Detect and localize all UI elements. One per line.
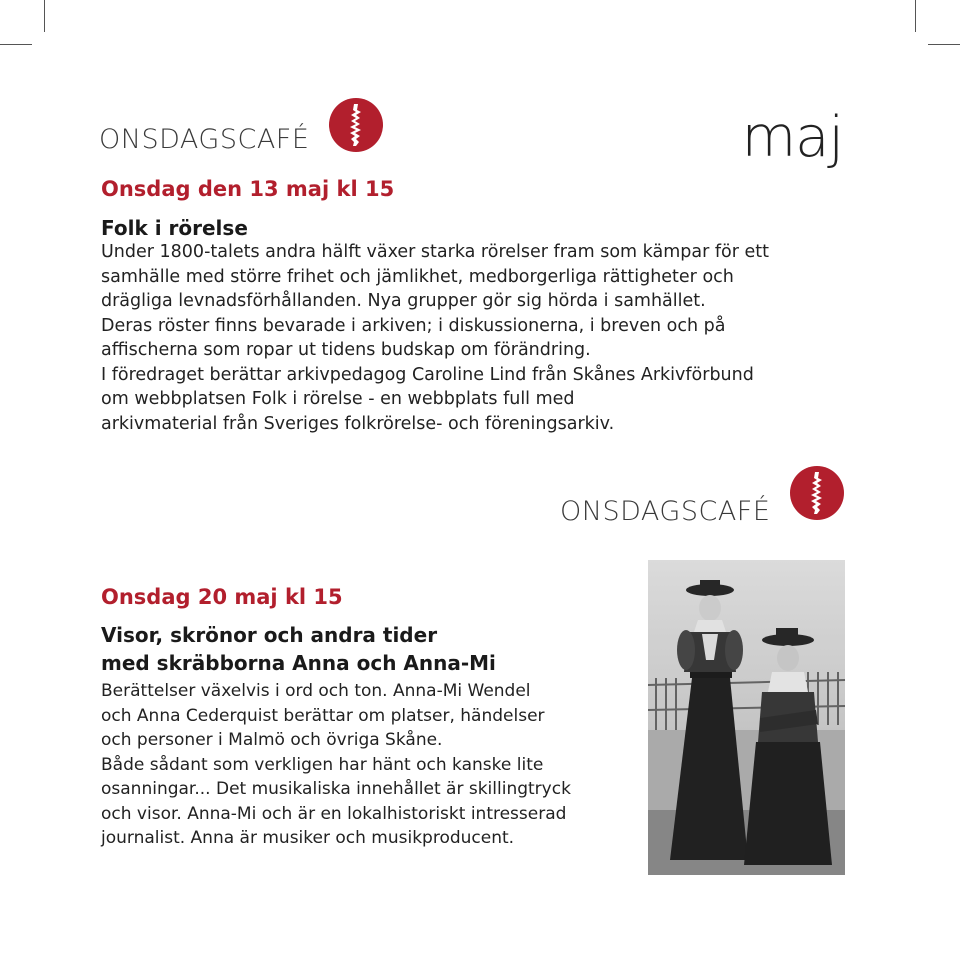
- event1-description: [101, 240, 769, 436]
- text-line: Berättelser växelvis i ord och ton. Anna-Mi Wendel: [101, 681, 531, 701]
- crop-mark: [44, 0, 45, 32]
- text-line: och Anna Cederquist berättar om platser, händelser: [101, 705, 545, 726]
- crop-mark: [928, 44, 960, 45]
- crop-mark: [0, 44, 32, 45]
- event2-title-line2: med skräbborna Anna och Anna-Mi: [101, 651, 496, 675]
- text-line: samhälle med större frihet och jämlikhet, medborgerliga rättigheter och: [101, 266, 734, 287]
- event2-title-line1: Visor, skrönor och andra tider: [101, 623, 438, 647]
- event2-description: [101, 679, 571, 851]
- historical-photo: [648, 560, 845, 875]
- brand-header: [99, 126, 309, 153]
- text-line: Under 1800-talets andra hälft växer starka rörelser fram som kämpar för ett: [101, 242, 769, 262]
- event1-title: Folk i rörelse: [101, 216, 248, 240]
- text-line: arkivmaterial från Sveriges folkrörelse- och föreningsarkiv.: [101, 413, 615, 434]
- month-heading: maj: [741, 105, 843, 170]
- text-line: och visor. Anna-Mi och är en lokalhistoriskt intresserad: [101, 803, 567, 824]
- text-line: journalist. Anna är musiker och musikproducent.: [101, 828, 515, 848]
- text-line: Både sådant som verkligen har hänt och kanske lite: [101, 754, 544, 775]
- text-line: osanningar... Det musikaliska innehållet är skillingtryck: [101, 779, 571, 799]
- brand-name: ONSDAGSCAFÉ: [99, 124, 310, 155]
- onsdagscafe-logo-icon: [329, 98, 383, 152]
- text-line: om webbplatsen Folk i rörelse - en webbplats full med: [101, 389, 575, 409]
- crop-mark: [915, 0, 916, 32]
- text-line: drägliga levnadsförhållanden. Nya grupper gör sig hörda i samhället.: [101, 291, 706, 311]
- text-line: affischerna som ropar ut tidens budskap om förändring.: [101, 340, 591, 360]
- text-line: Deras röster finns bevarade i arkiven; i diskussionerna, i breven och på: [101, 315, 726, 336]
- text-line: och personer i Malmö och övriga Skåne.: [101, 730, 443, 750]
- brand-name: ONSDAGSCAFÉ: [560, 496, 771, 527]
- onsdagscafe-logo-icon: [790, 466, 844, 520]
- text-line: I föredraget berättar arkivpedagog Caroline Lind från Skånes Arkivförbund: [101, 364, 754, 385]
- event2-date: Onsdag 20 maj kl 15: [101, 585, 343, 609]
- event1-date: Onsdag den 13 maj kl 15: [101, 177, 395, 201]
- brand-header: [560, 498, 770, 525]
